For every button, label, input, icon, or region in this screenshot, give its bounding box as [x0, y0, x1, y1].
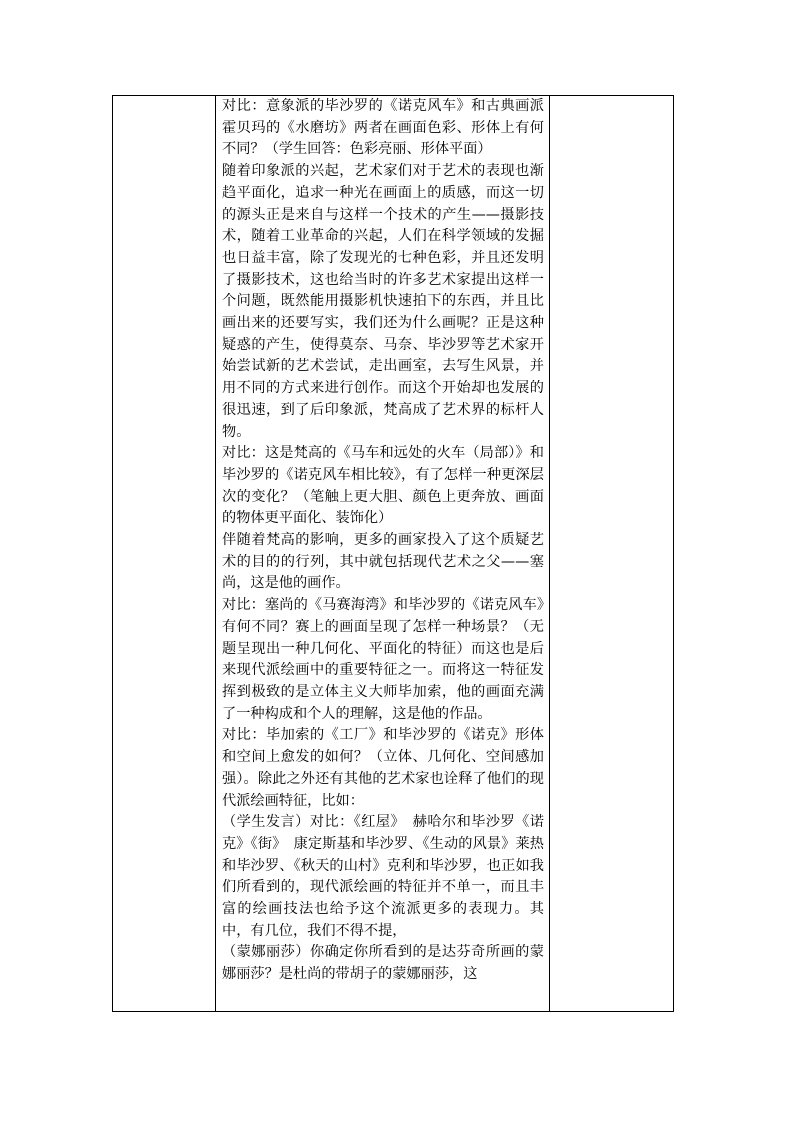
paragraph: 对比：塞尚的《马赛海湾》和毕沙罗的《诺克风车》有何不同？赛上的画面呈现了怎样一种场景？（无题呈现出一种几何化、平面化的特征）而这也是后来现代派绘画中的重要特征之一。而将这一特征发挥到极致的是立体主义大师毕加索，他的画面充满了一种构成和个人的理解，这是他的作品。: [222, 597, 544, 722]
paragraph: 伴随着梵高的影响，更多的画家投入了这个质疑艺术的目的的行列，其中就包括现代艺术之父——塞尚，这是他的画作。: [222, 532, 544, 592]
paragraph: 对比：毕加索的《工厂》和毕沙罗的《诺克》形体和空间上愈发的如何？（立体、几何化、空间感加强）。除此之外还有其他的艺术家也诠释了他们的现代派绘画特征，比如：: [222, 727, 544, 809]
paragraph: （蒙娜丽莎）你确定你所看到的是达芬奇所画的蒙娜丽莎？是杜尚的带胡子的蒙娜丽莎，这: [222, 944, 544, 983]
left-empty-cell: [113, 96, 216, 1012]
lesson-text: [216, 96, 549, 986]
lesson-plan-table: [112, 95, 674, 1012]
paragraph: 对比：这是梵高的《马车和远处的火车（局部）》和毕沙罗的《诺克风车相比较》，有了怎样一种更深层次的变化？（笔触上更大胆、颜色上更奔放、画面的物体更平面化、装饰化）: [222, 445, 544, 527]
paragraph: （学生发言）对比：《红屋》 赫哈尔和毕沙罗《诺克》《街》 康定斯基和毕沙罗、《生动的风景》莱热和毕沙罗、《秋天的山村》克利和毕沙罗，也正如我们所看到的，现代派绘画的特征并不单一，而且丰富的绘画技法也给予这个流派更多的表现力。其中，有几位，我们不得不提，: [222, 814, 544, 939]
table-row: [113, 96, 674, 1012]
content-cell: [216, 96, 550, 1012]
right-empty-cell: [550, 96, 674, 1012]
paragraph: 随着印象派的兴起，艺术家们对于艺术的表现也渐趋平面化，追求一种光在画面上的质感，而这一切的源头正是来自与这样一个技术的产生——摄影技术，随着工业革命的兴起，人们在科学领域的发掘也日益丰富，除了发现光的七种色彩，并且还发明了摄影技术，这也给当时的许多艺术家提出这样一个问题，既然能用摄影机快速拍下的东西，并且比画出来的还要写实，我们还为什么画呢？正是这种疑惑的产生，使得莫奈、马奈、毕沙罗等艺术家开始尝试新的艺术尝试，走出画室，去写生风景，并用不同的方式来进行创作。而这个开始却也发展的很迅速，到了后印象派，梵高成了艺术界的标杆人物。: [222, 163, 544, 440]
paragraph: 对比：意象派的毕沙罗的《诺克风车》和古典画派霍贝玛的《水磨坊》两者在画面色彩、形体上有何不同？（学生回答：色彩亮丽、形体平面）: [222, 98, 544, 158]
